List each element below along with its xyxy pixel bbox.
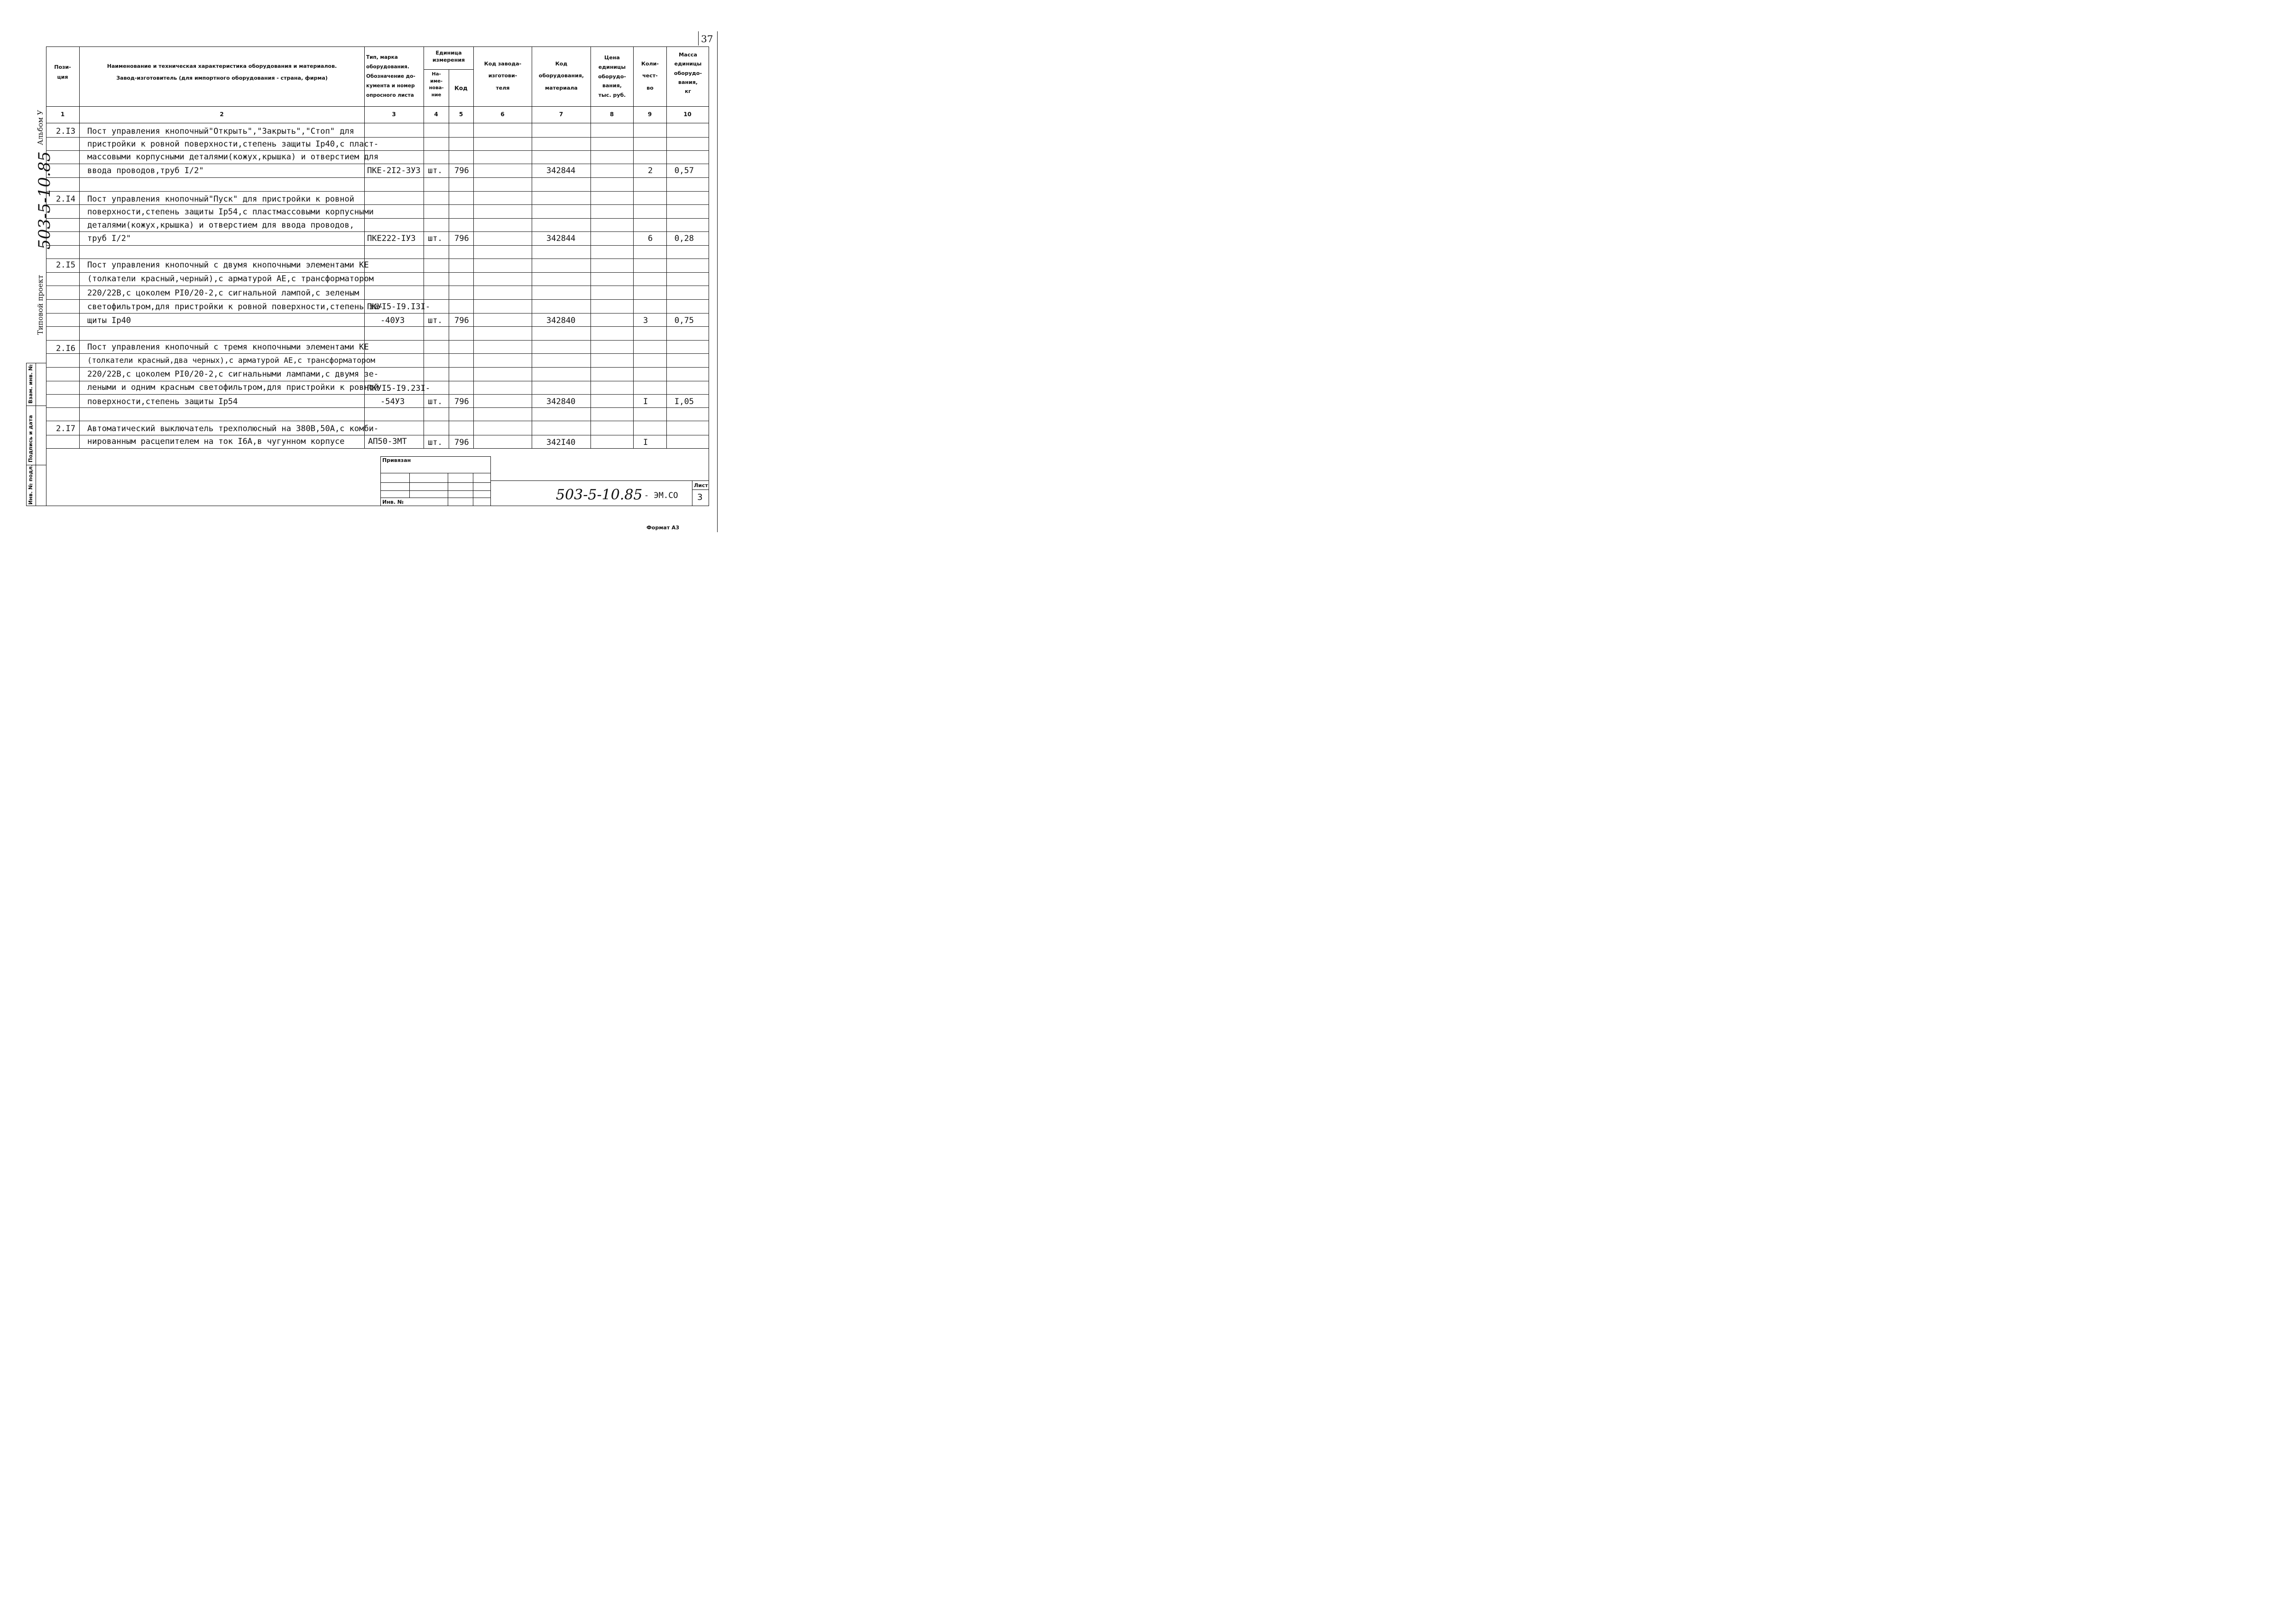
item-unit: шт. <box>428 166 443 175</box>
item-mass: I,05 <box>674 397 694 406</box>
inventory-number-label: Инв. № <box>382 499 404 505</box>
item-equipment-code: 342844 <box>546 234 576 243</box>
column-number-10: 10 <box>683 111 692 118</box>
binding-label: Привязан <box>382 457 411 463</box>
column-number-3: 3 <box>392 111 396 118</box>
item-unit: шт. <box>428 316 443 325</box>
item-type: ПКЕ-2I2-ЗУЗ <box>367 166 421 175</box>
item-quantity: I <box>643 438 648 447</box>
item-mass: 0,28 <box>674 234 694 243</box>
row-separator <box>46 367 709 368</box>
row-separator <box>46 204 709 205</box>
page-number: 37 <box>701 33 713 45</box>
item-unit: шт. <box>428 397 443 406</box>
paper-format: Формат А3 <box>646 525 680 531</box>
item-type: ПКЕ222-IУЗ <box>367 234 416 243</box>
item-description-line: массовыми корпусными деталями(кожух,крышка) и отверстием для <box>87 152 379 162</box>
item-description-line: Пост управления кнопочный"Открыть","Закрыть","Стоп" для <box>87 127 354 136</box>
header-position: Пози- ция <box>54 64 71 80</box>
item-description-line: щиты Ip40 <box>87 316 131 325</box>
header-type: Тип, марка оборудования. Обозначение до- кумента и номер опросного листа <box>366 55 415 98</box>
column-number-6: 6 <box>500 111 505 118</box>
document-page <box>0 0 756 541</box>
sheet-label: Лист <box>694 482 708 489</box>
header-manufacturer-code: Код завода- изготови- теля <box>484 61 522 91</box>
item-equipment-code: 342844 <box>546 166 576 175</box>
item-description-line: Пост управления кнопочный с двумя кнопочными элементами КЕ <box>87 260 369 270</box>
row-separator <box>46 353 709 354</box>
item-position: 2.I7 <box>56 424 75 434</box>
header-name <box>81 62 363 83</box>
item-position: 2.I4 <box>56 194 75 204</box>
header-equipment-code: Код оборудования, материала <box>538 61 584 91</box>
row-separator <box>46 245 709 246</box>
item-quantity: 6 <box>648 234 653 243</box>
row-separator <box>46 218 709 219</box>
item-quantity: I <box>643 397 648 406</box>
item-description-line: поверхности,степень защиты Ip54 <box>87 397 238 406</box>
item-unit: шт. <box>428 234 443 243</box>
item-description-line: (толкатели красный,два черных),с арматурой АЕ,с трансформатором <box>87 356 375 365</box>
stamp-original-inventory: Инв. № подл. <box>28 464 34 505</box>
sheet-number: 3 <box>697 492 703 502</box>
item-description-line: леными и одним красным светофильтром,для пристройки к ровной <box>87 383 379 392</box>
column-number-9: 9 <box>647 111 652 118</box>
typical-project-label: Типовой проект <box>36 275 45 335</box>
item-description-line: Автоматический выключатель трехполюсный на 380В,50А,с комби- <box>87 424 379 434</box>
column-number-2: 2 <box>220 111 224 118</box>
row-separator <box>46 313 709 314</box>
item-type: АП50-3МТ <box>368 437 407 446</box>
row-separator <box>46 272 709 273</box>
column-number-5: 5 <box>459 111 463 118</box>
item-description-line: (толкатели красный,черный),с арматурой АЕ,с трансформатором <box>87 274 374 284</box>
item-position: 2.I5 <box>56 260 75 270</box>
document-code-handwritten: 503-5-10.85 <box>556 487 643 503</box>
row-separator <box>46 394 709 395</box>
item-description-line: Пост управления кнопочный с тремя кнопочными элементами КЕ <box>87 342 369 352</box>
row-separator <box>46 258 709 259</box>
column-number-4: 4 <box>434 111 438 118</box>
item-type: ПКУI5-I9.23I- <box>367 384 431 393</box>
item-unit-code: 796 <box>454 316 469 325</box>
item-unit-code: 796 <box>454 397 469 406</box>
item-description-line: ввода проводов,труб I/2" <box>87 166 204 175</box>
album-label: Альбом У <box>36 110 45 145</box>
item-description-line: поверхности,степень защиты Ip54,с пластмассовыми корпусными <box>87 207 374 217</box>
item-type: ПКУI5-I9.I3I- <box>367 302 431 312</box>
column-number-1: 1 <box>60 111 65 118</box>
item-position: 2.I3 <box>56 127 75 136</box>
item-description-line: нированным расцепителем на ток I6А,в чугунном корпусе <box>87 437 345 446</box>
row-separator <box>46 326 709 327</box>
item-equipment-code: 342I40 <box>546 438 576 447</box>
header-price: Цена единицы оборудо- вания, тыс. руб. <box>598 55 626 99</box>
header-name-line1: Наименование и техническая характеристика оборудования и материалов. <box>107 63 337 69</box>
header-unit-group: Единица измерения <box>432 50 465 64</box>
row-separator <box>46 340 709 341</box>
stamp-replacement-inventory: Взам. инв. № <box>28 364 34 404</box>
item-equipment-code: 342840 <box>546 397 576 406</box>
item-unit-code: 796 <box>454 234 469 243</box>
item-unit: шт. <box>428 438 443 447</box>
item-description-line: пристройки к ровной поверхности,степень защиты Ip40,с пласт- <box>87 139 379 149</box>
item-description-line: светофильтром,для пристройки к ровной поверхности,степень за- <box>87 302 384 312</box>
item-position: 2.I6 <box>56 344 75 353</box>
item-description-line: деталями(кожух,крышка) и отверстием для ввода проводов, <box>87 221 354 230</box>
header-unit-code: Код <box>454 85 468 92</box>
document-suffix: - ЭМ.СО <box>644 491 678 500</box>
item-type-continued: -54УЗ <box>380 397 405 406</box>
item-description-line: 220/22В,с цоколем PI0/20-2,с сигнальными лампами,с двумя зе- <box>87 369 379 379</box>
item-unit-code: 796 <box>454 166 469 175</box>
header-name-line2: Завод-изготовитель (для импортного оборудования - страна, фирма) <box>116 74 328 81</box>
column-number-8: 8 <box>609 111 614 118</box>
item-description-line: Пост управления кнопочный"Пуск" для пристройки к ровной <box>87 194 354 204</box>
item-unit-code: 796 <box>454 438 469 447</box>
item-type-continued: -40УЗ <box>380 316 405 325</box>
header-unit-name: На- име- нова- ние <box>429 72 444 98</box>
item-mass: 0,75 <box>674 316 694 325</box>
column-number-7: 7 <box>559 111 563 118</box>
row-separator <box>46 177 709 178</box>
row-separator <box>46 231 709 232</box>
stamp-signature-date: Подпись и дата <box>28 415 34 462</box>
header-mass: Масса единицы оборудо- вания, кг <box>674 52 702 94</box>
item-equipment-code: 342840 <box>546 316 576 325</box>
row-separator <box>46 299 709 300</box>
row-separator <box>46 150 709 151</box>
item-description-line: 220/22В,с цоколем PI0/20-2,с сигнальной лампой,с зеленым <box>87 288 360 298</box>
project-number-handwritten: 503-5-10.85 <box>35 151 54 249</box>
header-quantity: Коли- чест- во <box>641 61 659 91</box>
item-quantity: 2 <box>648 166 653 175</box>
row-separator <box>46 407 709 408</box>
item-mass: 0,57 <box>674 166 694 175</box>
row-separator <box>46 137 709 138</box>
item-description-line: труб I/2" <box>87 234 131 243</box>
item-quantity: 3 <box>643 316 648 325</box>
row-separator <box>46 191 709 192</box>
